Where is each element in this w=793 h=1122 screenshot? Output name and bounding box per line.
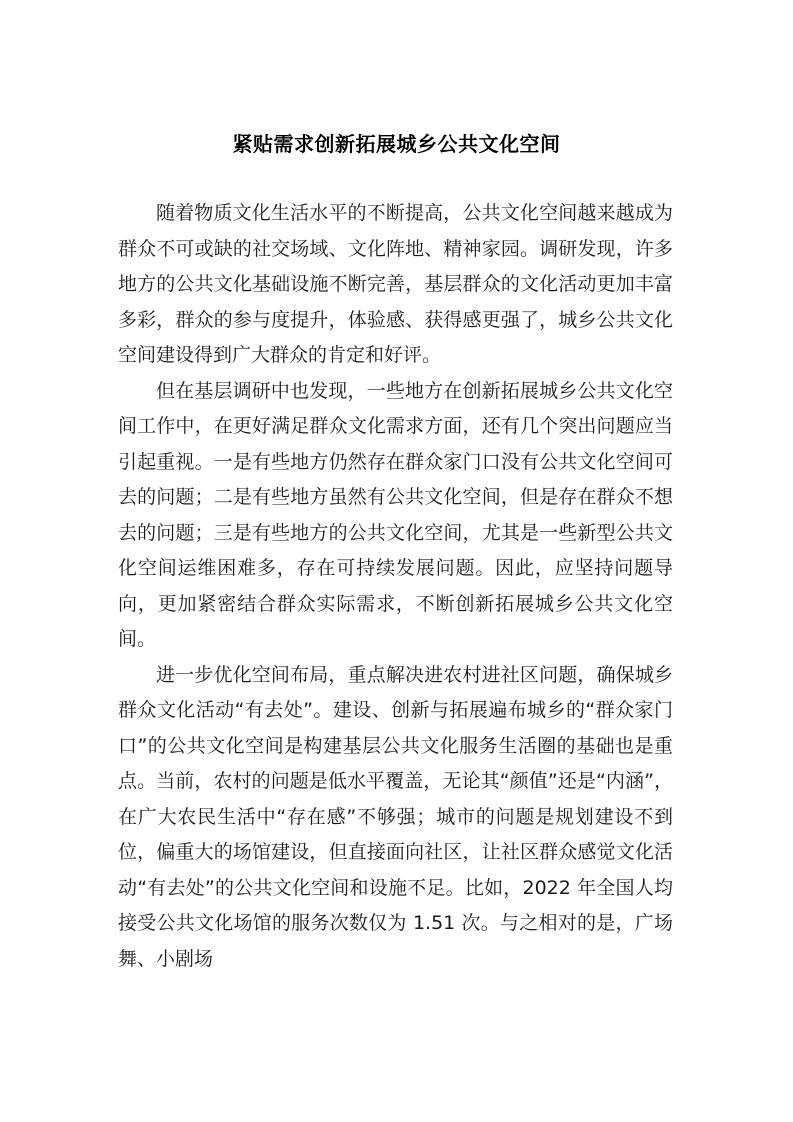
document-title: 紧贴需求创新拓展城乡公共文化空间 (232, 132, 561, 156)
document-body (118, 196, 673, 977)
paragraph-2: 但在基层调研中也发现，一些地方在创新拓展城乡公共文化空间工作中，在更好满足群众文化需求方面，还有几个突出问题应当引起重视。一是有些地方仍然存在群众家门口没有公共文化空间可去的问题；二是有些地方虽然有公共文化空间，但是存在群众不想去的问题；三是有些地方的公共文化空间，尤其是一些新型公共文化空间运维困难多，存在可持续发展问题。因此，应坚持问题导向，更加紧密结合群众实际需求，不断创新拓展城乡公共文化空间。 (118, 379, 673, 650)
paragraph-3: 进一步优化空间布局，重点解决进农村进社区问题，确保城乡群众文化活动“有去处”。建设、创新与拓展遍布城乡的“群众家门口”的公共文化空间是构建基层公共文化服务生活圈的基础也是重点。当前，农村的问题是低水平覆盖，无论其“颜值”还是“内涵”，在广大农民生活中“存在感”不够强；城市的问题是规划建设不到位，偏重大的场馆建设，但直接面向社区，让社区群众感觉文化活动“有去处”的公共文化空间和设施不足。比如，2022 年全国人均接受公共文化场馆的服务次数仅为 1.51 次。与之相对的是，广场舞、小剧场 (118, 663, 673, 970)
paragraph-1: 随着物质文化生活水平的不断提高，公共文化空间越来越成为群众不可或缺的社交场域、文化阵地、精神家园。调研发现，许多地方的公共文化基础设施不断完善，基层群众的文化活动更加丰富多彩，群众的参与度提升，体验感、获得感更强了，城乡公共文化空间建设得到广大群众的肯定和好评。 (118, 202, 673, 366)
